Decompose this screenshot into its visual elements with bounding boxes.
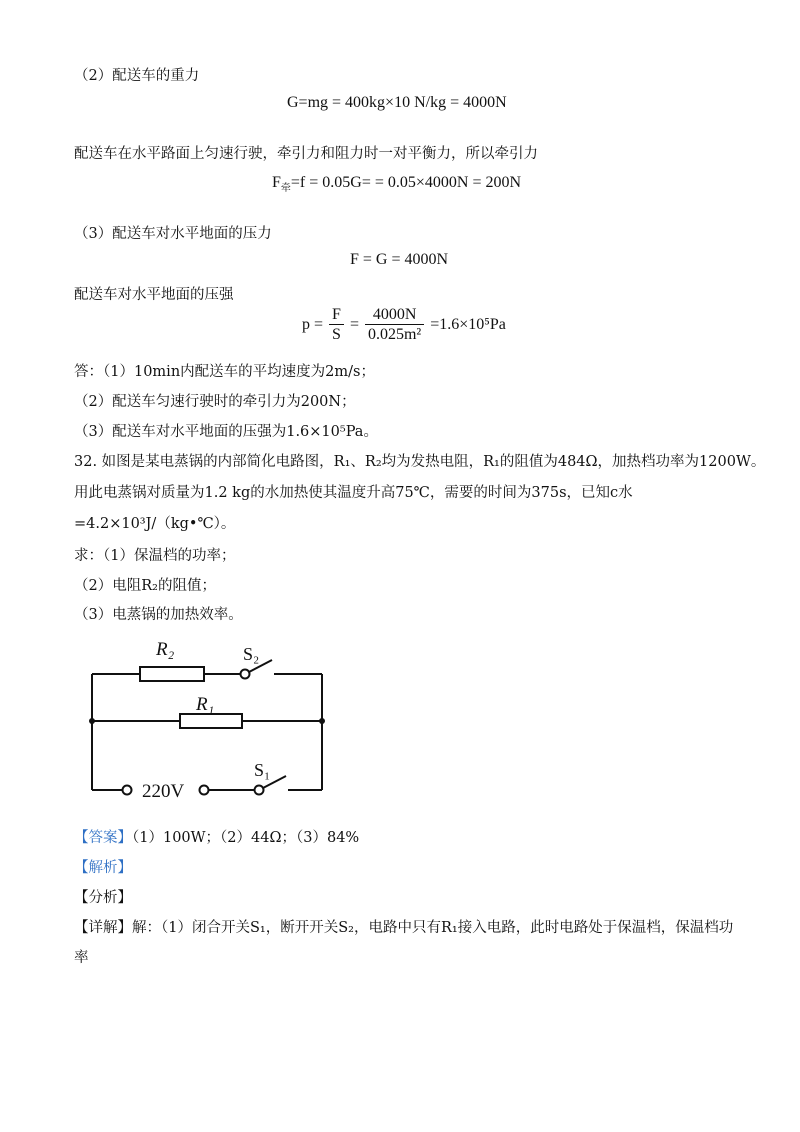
traction-sub: 牵 (280, 183, 291, 195)
traction-rhs: =f = 0.05G= = 0.05×4000N = 200N (290, 174, 522, 191)
circuit-diagram (80, 630, 340, 810)
traction-equation (272, 173, 521, 199)
force-equation: F = G = 4000N (350, 251, 449, 268)
question-32-line-3: =4.2×10³J/（kg•℃）。 (74, 516, 236, 532)
part2-heading: （2）配送车的重力 (74, 68, 200, 84)
gravity-equation: G=mg = 400kg×10 N/kg = 4000N (287, 94, 507, 111)
label-s1: S₁ (254, 760, 271, 780)
question-32-line-2: 用此电蒸锅对质量为1.2 kg的水加热使其温度升高75℃，需要的时间为375s，已知c水 (74, 485, 633, 501)
part3-heading: （3）配送车对水平地面的压力 (74, 226, 272, 242)
resistor-r2 (140, 667, 204, 681)
pressure-text: 配送车对水平地面的压强 (74, 287, 234, 303)
detail-row (74, 918, 733, 938)
answer-line-3: （3）配送车对水平地面的压强为1.6×10⁵Pa。 (74, 424, 378, 440)
fenxi-tag: 【分析】 (74, 890, 132, 906)
label-voltage: 220V (142, 781, 185, 802)
pressure-lhs: p = (302, 316, 324, 334)
detail-line-2: 率 (74, 950, 89, 966)
answer-line-1: 答：（1）10min内配送车的平均速度为2m/s； (74, 364, 375, 380)
label-r2: R₂ (156, 639, 175, 660)
analysis-tag: 【解析】 (74, 860, 132, 876)
question-32-line-6: （3）电蒸锅的加热效率。 (74, 607, 243, 623)
fraction2-numerator: 4000N (365, 306, 424, 325)
fraction1-denominator: S (332, 326, 341, 343)
traction-lhs: F (272, 174, 281, 191)
fraction-numeric (365, 306, 424, 345)
pressure-eq-sign: = (349, 316, 359, 334)
question-32-line-1: 32. 如图是某电蒸锅的内部简化电路图，R₁、R₂均为发热电阻，R₁的阻值为484Ω，加热档功率为1200W。 (74, 454, 766, 470)
terminal-left (123, 786, 132, 795)
answer-tag: 【答案】 (74, 830, 132, 846)
junction-right (319, 718, 325, 724)
answer-text: （1）100W；（2）44Ω；（3）84% (132, 830, 360, 846)
label-r1: R₁ (196, 694, 215, 715)
question-32-line-4: 求：（1）保温档的功率； (74, 548, 236, 564)
switch-s2-contact (241, 670, 250, 679)
pressure-equation (302, 306, 506, 345)
fraction1-numerator: F (329, 306, 344, 325)
detail-line-1: 解：（1）闭合开关S₁，断开开关S₂，电路中只有R₁接入电路，此时电路处于保温档，保温档功 (132, 920, 734, 936)
answer-row (74, 828, 359, 848)
question-32-line-5: （2）电阻R₂的阻值； (74, 578, 216, 594)
traction-text: 配送车在水平路面上匀速行驶，牵引力和阻力时一对平衡力，所以牵引力 (74, 146, 538, 162)
resistor-r1 (180, 714, 242, 728)
detail-tag: 【详解】 (74, 920, 132, 936)
answer-line-2: （2）配送车匀速行驶时的牵引力为200N； (74, 394, 356, 410)
switch-s1-contact (255, 786, 264, 795)
label-s2: S₂ (243, 644, 260, 664)
terminal-right (200, 786, 209, 795)
fraction2-denominator: 0.025m² (367, 326, 422, 343)
pressure-result: =1.6×10⁵Pa (430, 316, 506, 334)
fraction-f-over-s (329, 306, 344, 345)
junction-left (89, 718, 95, 724)
